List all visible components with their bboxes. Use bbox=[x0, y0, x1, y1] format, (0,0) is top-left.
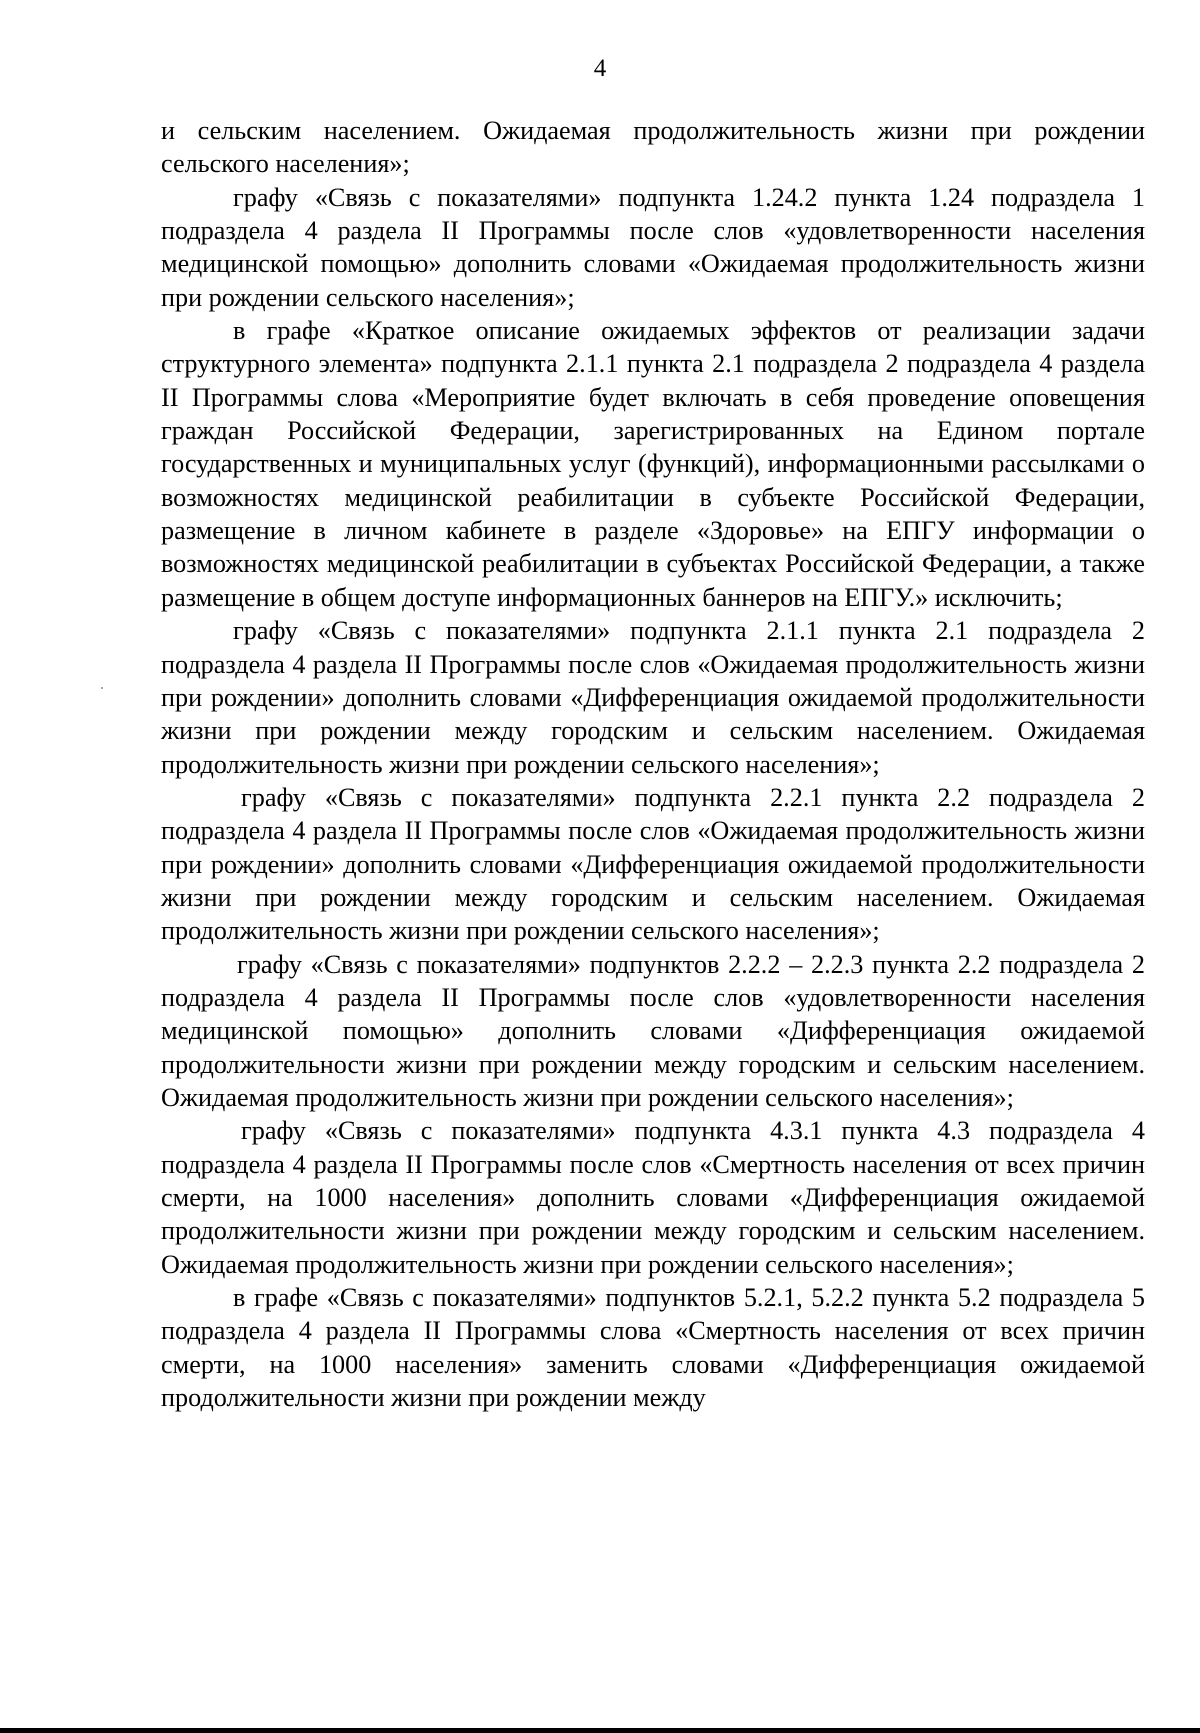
paragraph-item-2-2-2-2-2-3: графу «Связь с показателями» подпунктов 2.2.2 – 2.2.3 пункта 2.2 подраздела 2 подраздела 4 раздела II Программы после слов «удовлетворенности населения медицинской помощью» дополнить словами «Дифференциация ожидаемой продолжительности жизни при рождении между городским и сельским населением. Ожидаемая продолжительность жизни при рождении сельского населения»; bbox=[161, 949, 1145, 1112]
paragraph-item-2-1-1-description: в графе «Краткое описание ожидаемых эффектов от реализации задачи структурного элемента» подпункта 2.1.1 пункта 2.1 подраздела 2 подраздела 4 раздела II Программы слова «Мероприятие будет включать в себя проведение оповещения граждан Российской Федерации, зарегистрированных на Едином портале государственных и муниципальных услуг (функций), информационными рассылками о возможностях медицинской реабилитации в субъекте Российской Федерации, размещение в личном кабинете в разделе «Здоровье» на ЕПГУ информации о возможностях медицинской реабилитации в субъектах Российской Федерации, а также размещение в общем доступе информационных баннеров на ЕПГУ.» исключить; bbox=[161, 316, 1145, 612]
scan-speck bbox=[101, 687, 103, 689]
paragraph-item-2-1-1-indicators: графу «Связь с показателями» подпункта 2.1.1 пункта 2.1 подраздела 2 подраздела 4 раздела II Программы после слов «Ожидаемая продолжительность жизни при рождении» дополнить словами «Дифференциация ожидаемой продолжительности жизни при рождении между городским и сельским населением. Ожидаемая продолжительность жизни при рождении сельского населения»; bbox=[161, 616, 1145, 779]
paragraph-item-4-3-1: графу «Связь с показателями» подпункта 4.3.1 пункта 4.3 подраздела 4 подраздела 4 раздела II Программы после слов «Смертность населения от всех причин смерти, на 1000 населения» дополнить словами «Дифференциация ожидаемой продолжительности жизни при рождении между городским и сельским населением. Ожидаемая продолжительность жизни при рождении сельского населения»; bbox=[161, 1116, 1145, 1279]
paragraph-item-1-24-2: графу «Связь с показателями» подпункта 1.24.2 пункта 1.24 подраздела 1 подраздела 4 раздела II Программы после слов «удовлетворенности населения медицинской помощью» дополнить словами «Ожидаемая продолжительность жизни при рождении сельского населения»; bbox=[161, 182, 1145, 312]
page-bottom-edge bbox=[0, 1728, 1200, 1733]
paragraph-item-5-2-1-5-2-2: в графе «Связь с показателями» подпунктов 5.2.1, 5.2.2 пункта 5.2 подраздела 5 подраздела 4 раздела II Программы слова «Смертность населения от всех причин смерти, на 1000 населения» заменить словами «Дифференциация ожидаемой продолжительности жизни при рождении между bbox=[161, 1283, 1145, 1413]
paragraph-item-2-2-1: графу «Связь с показателями» подпункта 2.2.1 пункта 2.2 подраздела 2 подраздела 4 раздела II Программы после слов «Ожидаемая продолжительность жизни при рождении» дополнить словами «Дифференциация ожидаемой продолжительности жизни при рождении между городским и сельским населением. Ожидаемая продолжительность жизни при рождении сельского населения»; bbox=[161, 782, 1145, 946]
page-number: 4 bbox=[593, 55, 607, 82]
document-body bbox=[161, 114, 1145, 1414]
paragraph-continuation: и сельским населением. Ожидаемая продолжительность жизни при рождении сельского населения»; bbox=[161, 116, 1145, 179]
